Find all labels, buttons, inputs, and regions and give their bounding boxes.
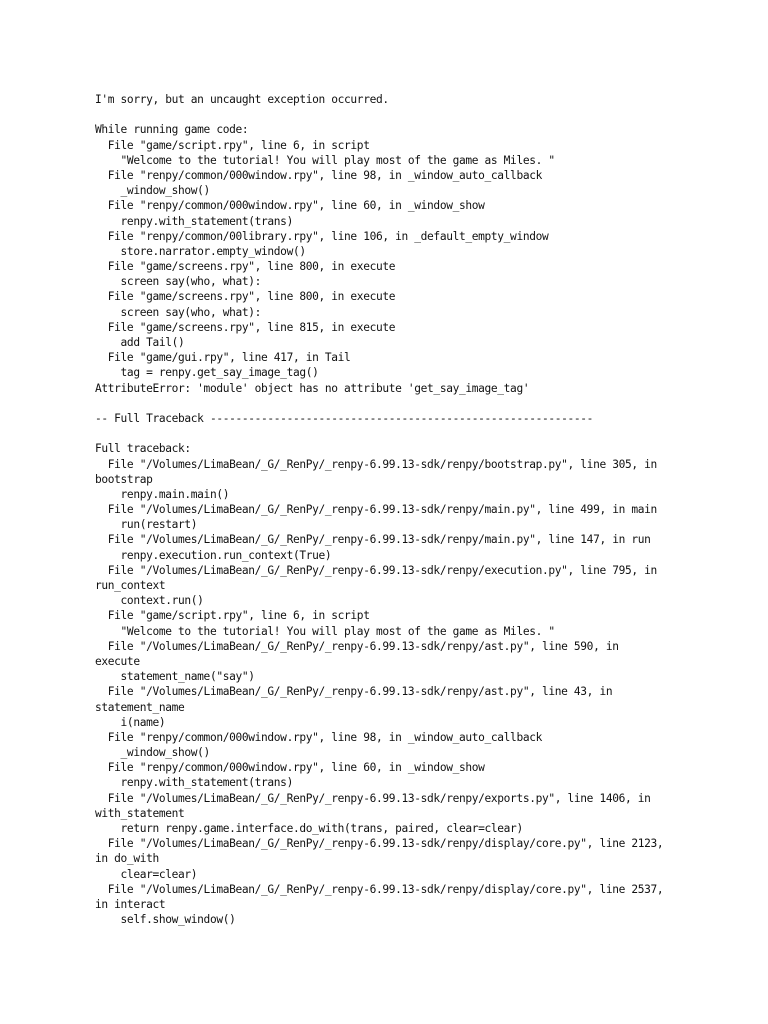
text-line: File "/Volumes/LimaBean/_G/_RenPy/_renpy-6.99.13-sdk/renpy/main.py", line 499, in main [95, 503, 657, 517]
text-line: in do_with [95, 852, 159, 866]
text-line: bootstrap [95, 472, 153, 486]
text-line: File "renpy/common/000window.rpy", line 98, in _window_auto_callback [95, 730, 542, 744]
text-line: File "game/screens.rpy", line 815, in execute [95, 320, 396, 334]
text-line: File "game/script.rpy", line 6, in script [95, 138, 370, 152]
text-line: screen say(who, what): [95, 305, 262, 319]
text-line: File "game/screens.rpy", line 800, in execute [95, 290, 396, 304]
text-line: add Tail() [95, 336, 185, 349]
text-line: File "/Volumes/LimaBean/_G/_RenPy/_renpy-6.99.13-sdk/renpy/exports.py", line 1406, in [95, 791, 651, 805]
text-line: statement_name("say") [95, 670, 255, 684]
text-line: File "renpy/common/000window.rpy", line 60, in _window_show [95, 199, 485, 213]
traceback-document [95, 92, 675, 943]
text-line: File "/Volumes/LimaBean/_G/_RenPy/_renpy-6.99.13-sdk/renpy/display/core.py", line 2537, [95, 882, 664, 896]
text-line: screen say(who, what): [95, 275, 262, 289]
text-line: statement_name [95, 700, 185, 714]
text-line: File "game/screens.rpy", line 800, in execute [95, 260, 396, 274]
text-line: renpy.main.main() [95, 487, 230, 501]
text-line: I'm sorry, but an uncaught exception occurred. [95, 93, 389, 106]
text-line [95, 927, 675, 942]
text-line: in interact [95, 897, 166, 911]
text-line: renpy.with_statement(trans) [95, 214, 293, 228]
text-line: File "/Volumes/LimaBean/_G/_RenPy/_renpy-6.99.13-sdk/renpy/main.py", line 147, in run [95, 533, 651, 547]
text-line: File "/Volumes/LimaBean/_G/_RenPy/_renpy-6.99.13-sdk/renpy/execution.py", line 795, in [95, 563, 657, 577]
text-line: File "renpy/common/000window.rpy", line 60, in _window_show [95, 761, 485, 775]
text-line: clear=clear) [95, 867, 198, 881]
text-line: store.narrator.empty_window() [95, 244, 306, 258]
text-line: tag = renpy.get_say_image_tag() [95, 366, 319, 380]
text-line: run_context [95, 579, 166, 592]
text-line: _window_show() [95, 184, 210, 198]
error-message: AttributeError: 'module' object has no attribute 'get_say_image_tag' [95, 381, 530, 395]
text-line: Full traceback: [95, 442, 191, 456]
text-line: "Welcome to the tutorial! You will play most of the game as Miles. " [95, 624, 555, 638]
text-line: context.run() [95, 594, 204, 608]
text-line: return renpy.game.interface.do_with(trans, paired, clear=clear) [95, 822, 523, 835]
text-line: While running game code: [95, 123, 249, 137]
text-line: File "renpy/common/000window.rpy", line 98, in _window_auto_callback [95, 168, 542, 182]
text-line: renpy.with_statement(trans) [95, 776, 293, 790]
text-line: "Welcome to the tutorial! You will play most of the game as Miles. " [95, 153, 555, 167]
text-line: File "/Volumes/LimaBean/_G/_RenPy/_renpy-6.99.13-sdk/renpy/ast.py", line 590, in [95, 639, 619, 653]
text-line: File "renpy/common/00library.rpy", line 106, in _default_empty_window [95, 229, 549, 243]
text-line: File "game/gui.rpy", line 417, in Tail [95, 351, 351, 365]
text-line: self.show_window() [95, 913, 236, 927]
text-line: i(name) [95, 715, 166, 729]
text-line [95, 426, 675, 441]
text-line: renpy.execution.run_context(True) [95, 548, 332, 562]
text-line: with_statement [95, 806, 185, 820]
text-line: execute [95, 654, 140, 668]
text-line: run(restart) [95, 518, 198, 532]
text-line: _window_show() [95, 746, 210, 760]
text-line [95, 396, 675, 411]
text-line: File "/Volumes/LimaBean/_G/_RenPy/_renpy-6.99.13-sdk/renpy/display/core.py", line 2123, [95, 837, 664, 851]
text-line: File "/Volumes/LimaBean/_G/_RenPy/_renpy-6.99.13-sdk/renpy/bootstrap.py", line 305, in [95, 457, 657, 471]
text-line: File "game/script.rpy", line 6, in script [95, 609, 370, 623]
text-line: File "/Volumes/LimaBean/_G/_RenPy/_renpy-6.99.13-sdk/renpy/ast.py", line 43, in [95, 685, 613, 699]
section-heading: -- Full Traceback ------------------------------------------------------------ [95, 411, 594, 425]
text-line [95, 107, 675, 122]
